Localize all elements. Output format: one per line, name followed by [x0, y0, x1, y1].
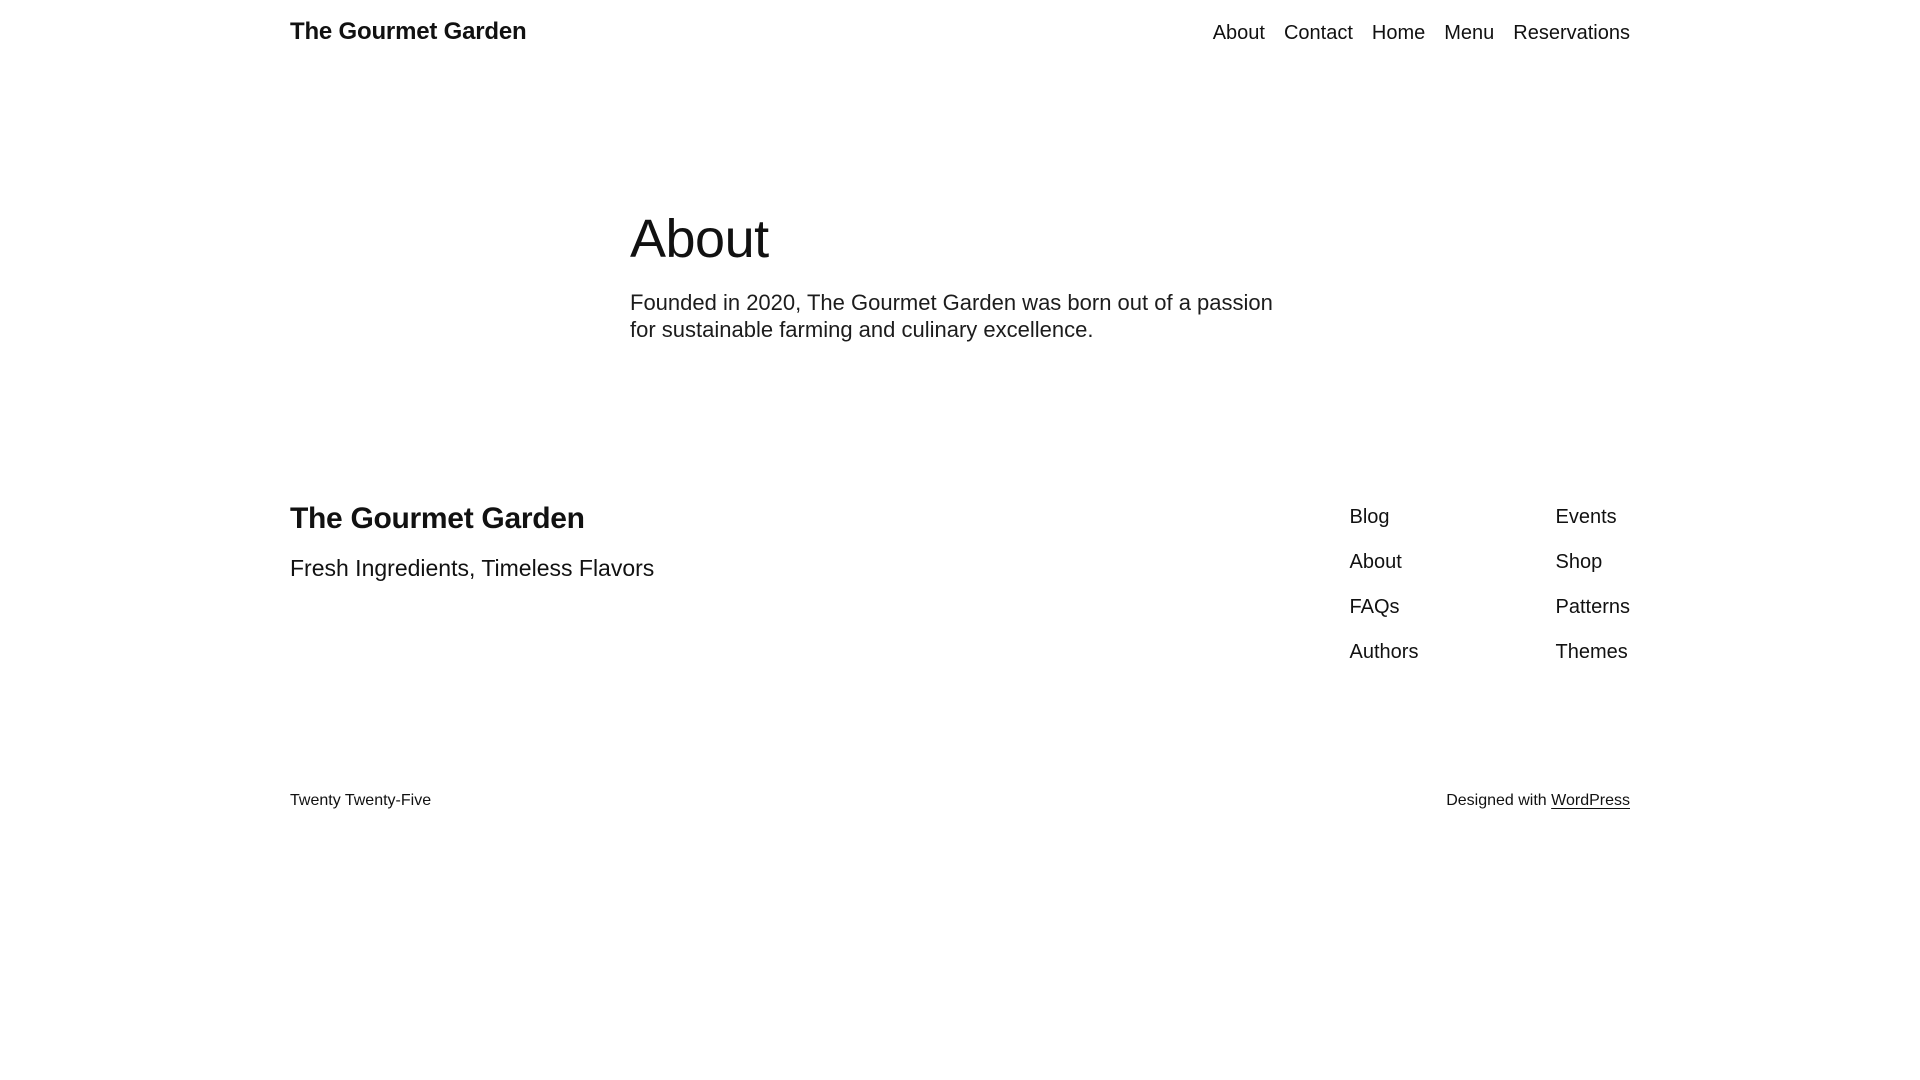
footer-link-themes[interactable]: Themes [1555, 640, 1628, 663]
site-footer [290, 501, 1630, 810]
designed-with-text [1446, 791, 1630, 810]
main-nav [1213, 21, 1630, 45]
designed-with-prefix: Designed with [1446, 791, 1552, 809]
footer-link-patterns[interactable]: Patterns [1555, 595, 1630, 618]
footer-links-column-1 [1350, 505, 1556, 664]
nav-item-contact[interactable]: Contact [1283, 22, 1353, 44]
wordpress-link[interactable]: WordPress [1551, 791, 1630, 809]
page-title: About [630, 208, 769, 269]
footer-link-faqs[interactable]: FAQs [1349, 595, 1400, 618]
footer-link-blog[interactable]: Blog [1349, 505, 1390, 528]
page-content [630, 208, 1290, 344]
footer-link-shop[interactable]: Shop [1555, 550, 1603, 573]
footer-links-column-2 [1556, 505, 1630, 664]
theme-name-text: Twenty Twenty-Five [290, 791, 432, 809]
footer-link-item [1556, 640, 1630, 664]
footer-link-item [1350, 640, 1556, 664]
nav-item-home[interactable]: Home [1371, 22, 1426, 44]
footer-brand [290, 501, 654, 583]
footer-link-item [1350, 505, 1556, 529]
footer-link-about[interactable]: About [1349, 550, 1402, 573]
nav-item-about[interactable]: About [1212, 22, 1265, 44]
site-title-link[interactable]: The Gourmet Garden [290, 18, 527, 45]
footer-link-item [1350, 550, 1556, 574]
footer-link-item [1556, 505, 1630, 529]
footer-link-item [1556, 595, 1630, 619]
footer-links [1350, 501, 1630, 664]
footer-site-title: The Gourmet Garden [290, 501, 585, 535]
footer-link-authors[interactable]: Authors [1349, 640, 1419, 663]
footer-link-item [1556, 550, 1630, 574]
footer-link-events[interactable]: Events [1555, 505, 1617, 528]
nav-item-menu[interactable]: Menu [1444, 22, 1495, 44]
footer-link-item [1350, 595, 1556, 619]
nav-item-reservations[interactable]: Reservations [1513, 22, 1630, 44]
page-intro-text: Founded in 2020, The Gourmet Garden was born out of a passion for sustainable farming and culinary excellence. [630, 289, 1273, 343]
footer-top [290, 501, 1630, 664]
footer-tagline: Fresh Ingredients, Timeless Flavors [290, 554, 655, 581]
site-header [290, 0, 1630, 47]
footer-bottom-bar [290, 791, 1630, 810]
